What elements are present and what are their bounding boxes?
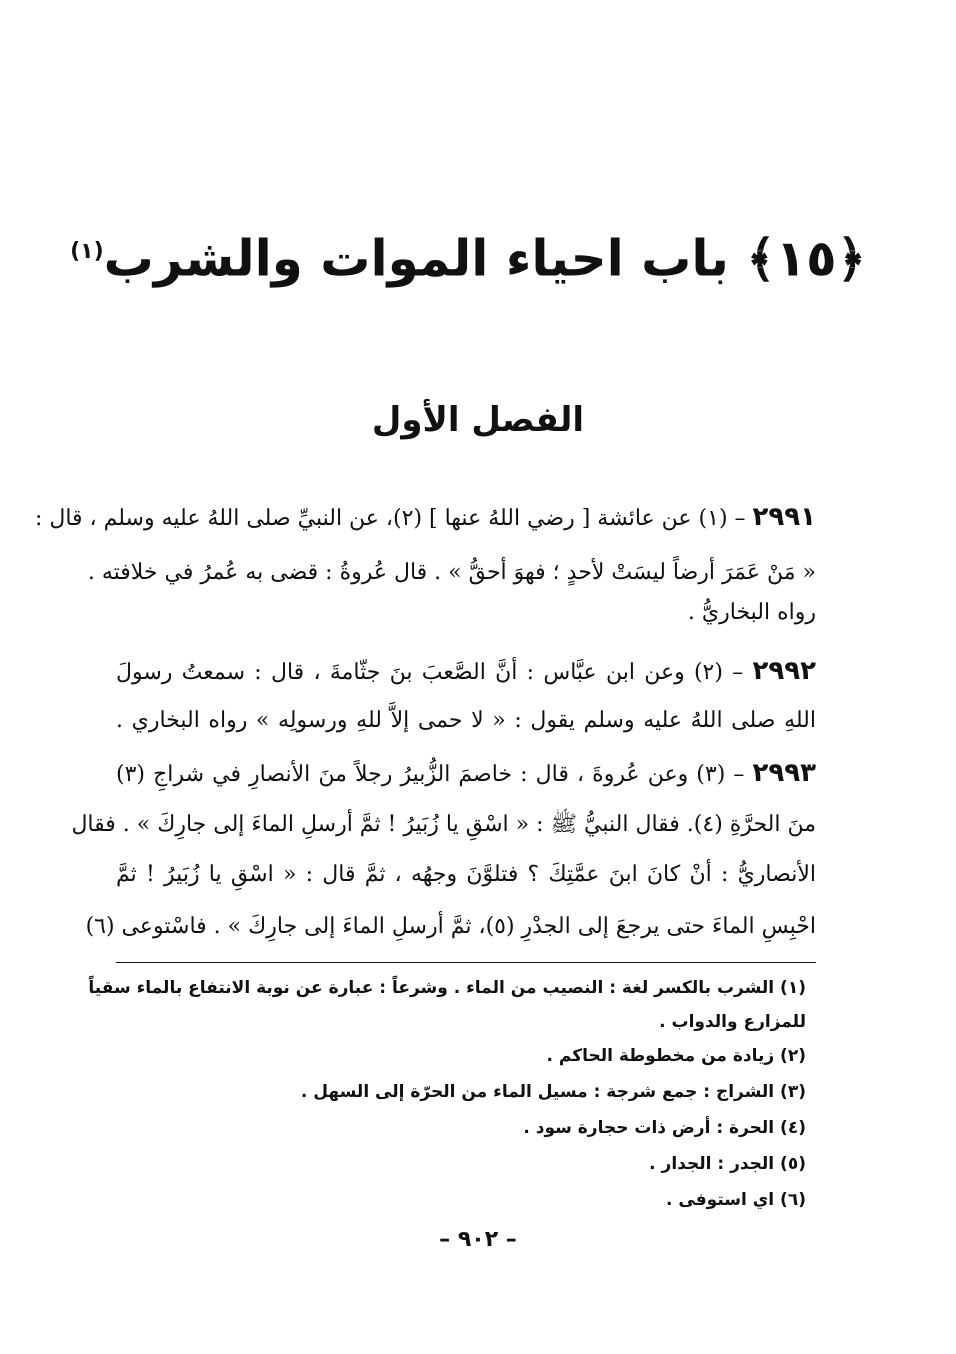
footnote: للمزارع والدواب . xyxy=(659,1012,806,1032)
footnote: (٥) الجدر : الجدار . xyxy=(649,1154,806,1174)
footnote: (٦) اي استوفى . xyxy=(665,1190,806,1210)
hadith-number: ٢٩٩١ xyxy=(752,502,816,532)
hadith-text: – (١) عن عائشة [ رضي اللهُ عنها ] (٢)، عن النبيِّ صلى اللهُ عليه وسلم ، قال : xyxy=(34,506,753,531)
hadith-text: الأنصاريُّ : أنْ كانَ ابنَ عمَّتِكَ ؟ فتلوَّنَ وجهُه ، ثمَّ قال : « اسْقِ يا زُبَيرُ ! ثمَّ xyxy=(116,862,816,887)
footnote: (٤) الحرة : أرض ذات حجارة سود . xyxy=(523,1118,806,1138)
chapter-title-text: ﴿١٥﴾ باب احياء الموات والشرب xyxy=(103,229,866,288)
section-title: الفصل الأول xyxy=(371,400,585,440)
page-number: – ٩٠٢ – xyxy=(439,1227,517,1252)
hadith-text: منَ الحرَّةِ (٤). فقال النبيُّ ﷺ : « اسْقِ يا زُبَيرُ ! ثمَّ أرسلِ الماءَ إلى جارِكَ » . فقال xyxy=(71,812,816,837)
hadith-text: احْبِسِ الماءَ حتى يرجعَ إلى الجدْرِ (٥)، ثمَّ أرسلِ الماءَ إلى جارِكَ » . فاسْتوعى (٦) xyxy=(85,914,816,939)
hadith-text: « مَنْ عَمَرَ أرضاً ليسَتْ لأحدٍ ؛ فهوَ أحقُّ » . قال عُروةُ : قضى به عُمرُ في خلافته . xyxy=(87,560,816,585)
footnote: (٢) زيادة من مخطوطة الحاكم . xyxy=(546,1046,806,1066)
hadith-line xyxy=(116,698,816,744)
hadith-line xyxy=(116,852,816,898)
hadith-text: – (٣) وعن عُروةَ ، قال : خاصمَ الزُّبيرُ رجلاً منَ الأنصارِ في شراجِ (٣) xyxy=(116,762,753,787)
hadith-line xyxy=(34,494,816,542)
hadith-line xyxy=(85,904,816,950)
footnote-divider xyxy=(116,962,816,963)
hadith-text: رواه البخاريُّ . xyxy=(687,600,816,625)
hadith-text: – (٢) وعن ابن عبَّاس : أنَّ الصَّعبَ بنَ جثّامةَ ، قال : سمعتُ رسولَ xyxy=(116,660,753,685)
hadith-number: ٢٩٩٢ xyxy=(752,656,816,686)
footnote: (١) الشرب بالكسر لغة : النصيب من الماء . وشرعاً : عبارة عن نوبة الانتفاع بالماء سقياً xyxy=(88,978,806,998)
chapter-title xyxy=(70,212,866,299)
hadith-text: اللهِ صلى اللهُ عليه وسلم يقول : « لا حمى إلاَّ للهِ ورسولِه » رواه البخاري . xyxy=(116,708,816,733)
chapter-footnote-ref: (١) xyxy=(70,239,104,264)
hadith-line xyxy=(116,648,816,696)
hadith-line xyxy=(116,590,816,636)
hadith-number: ٢٩٩٣ xyxy=(752,758,816,788)
footnote: (٣) الشراج : جمع شرجة : مسيل الماء من الحرّة إلى السهل . xyxy=(300,1082,806,1102)
hadith-line xyxy=(116,750,816,798)
hadith-line xyxy=(71,802,816,848)
